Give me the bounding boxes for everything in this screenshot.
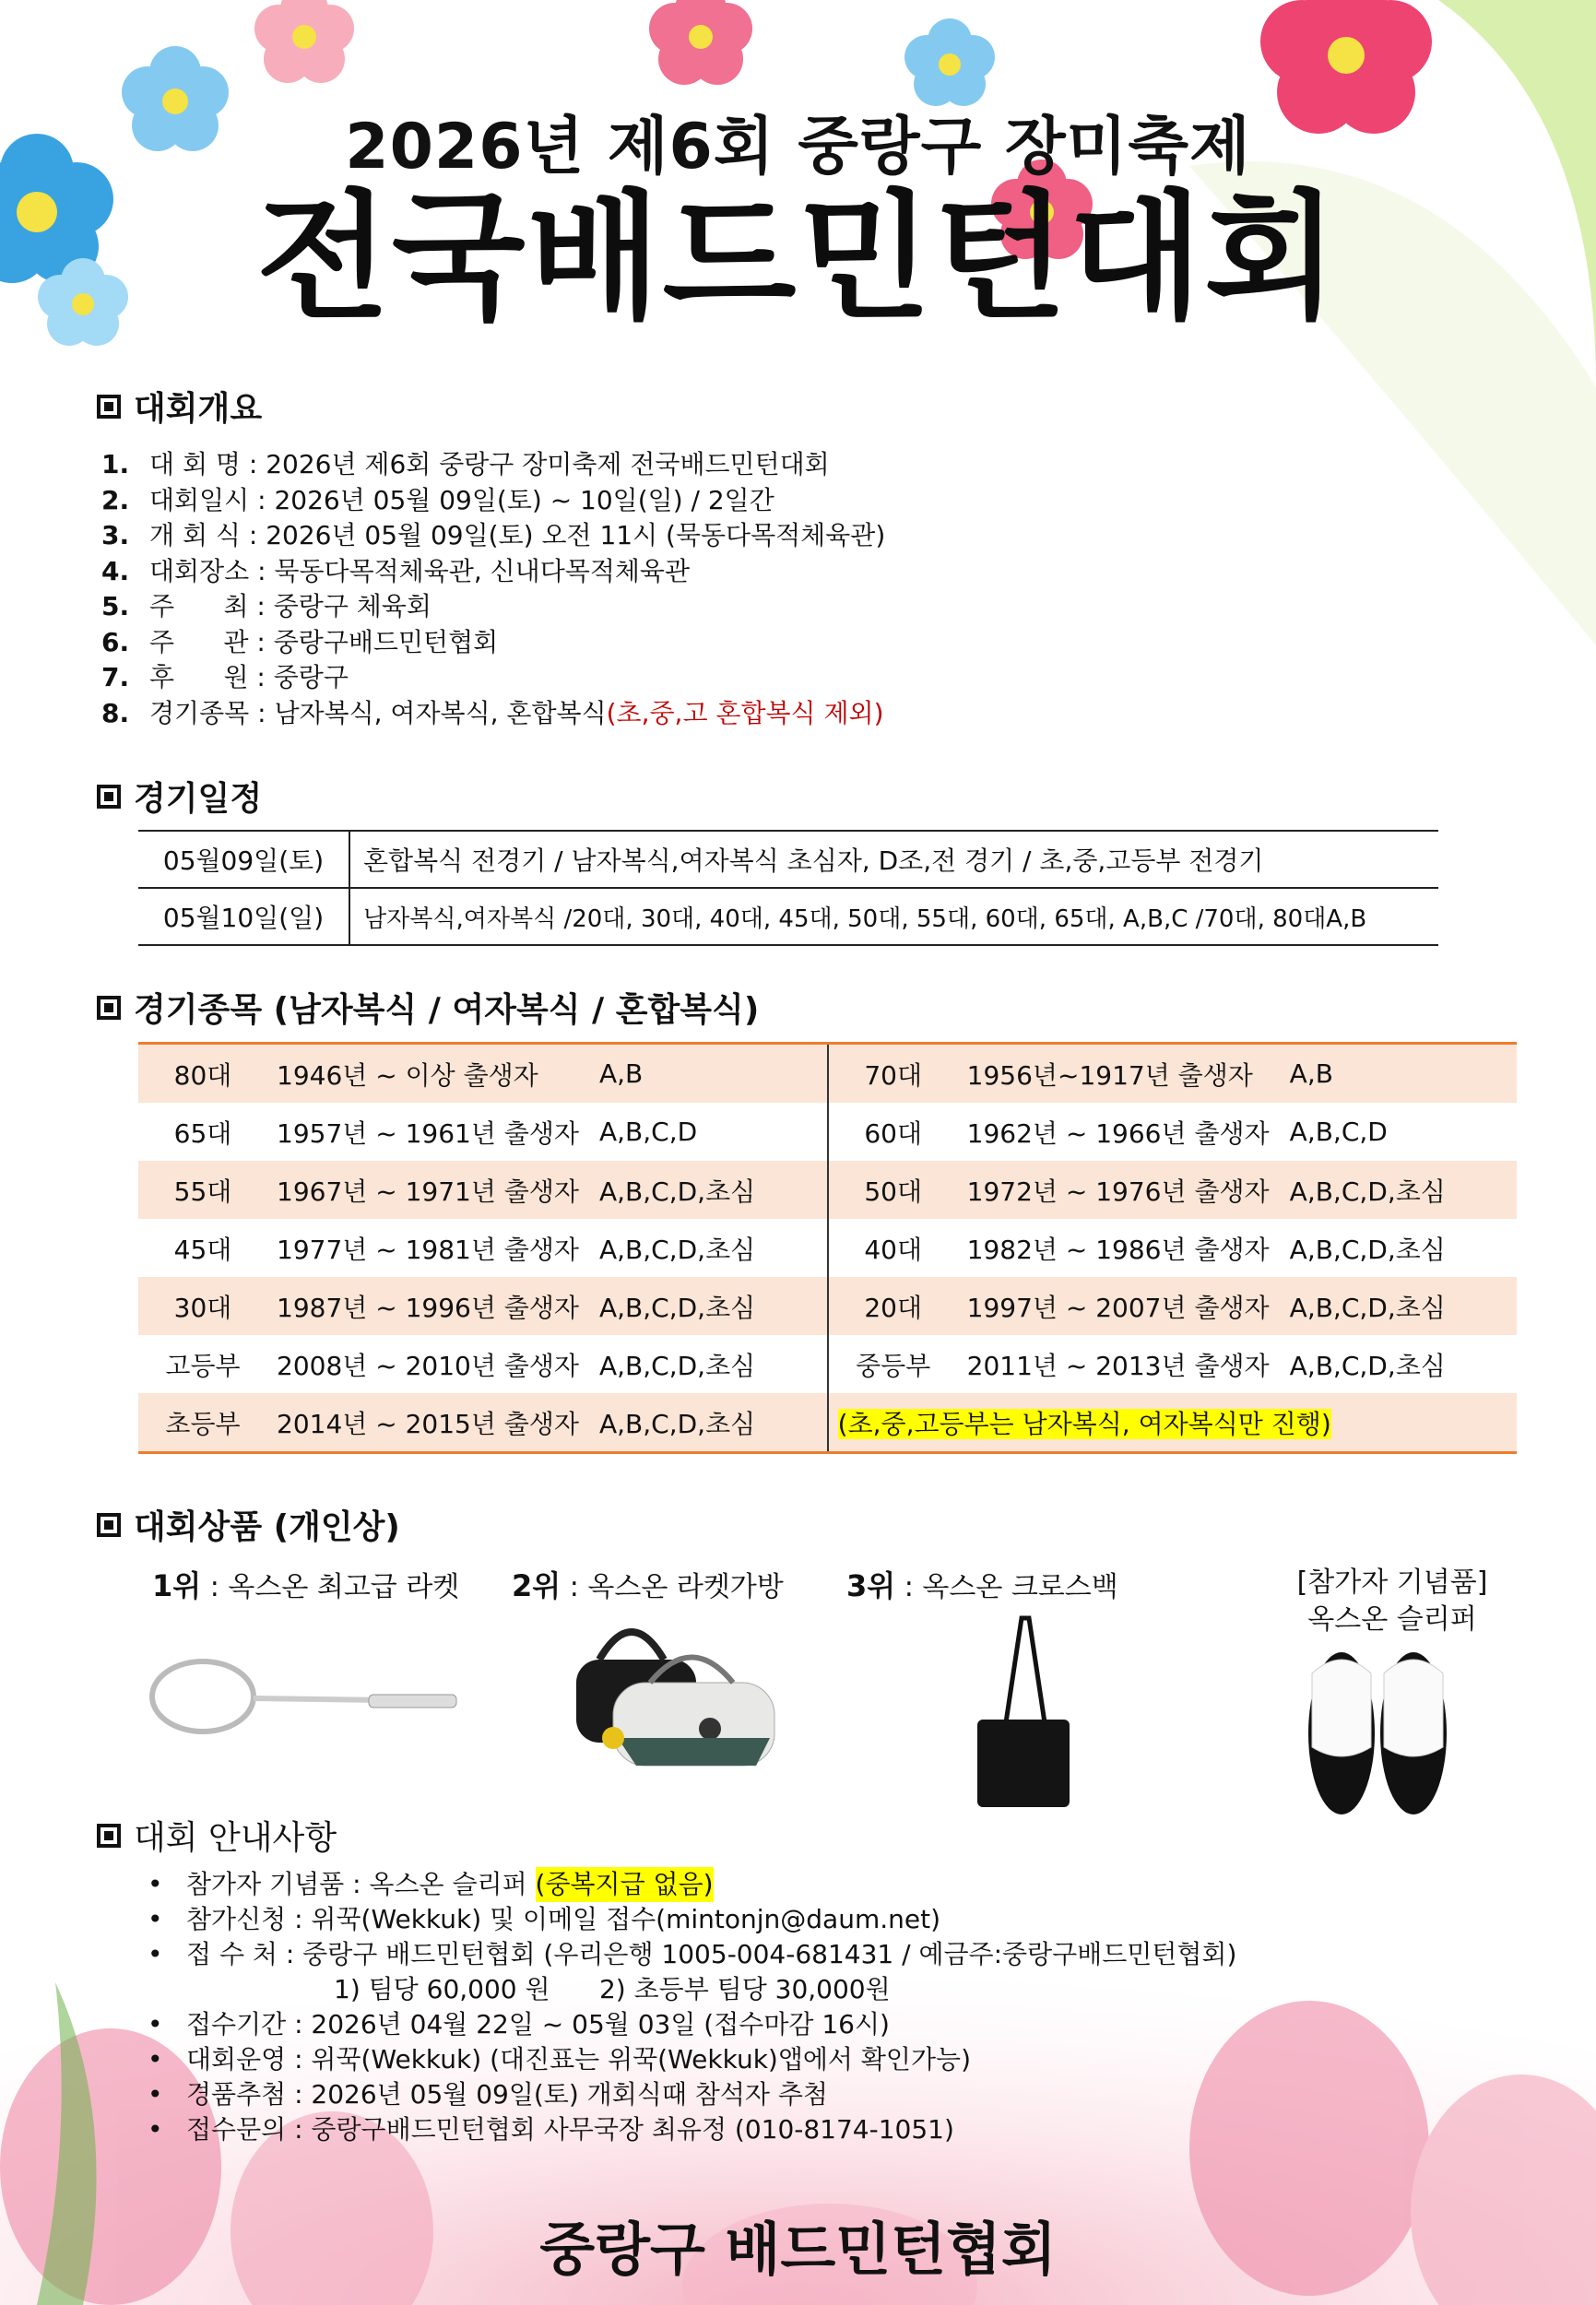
birth-years: 1956년~1917년 출생자 (958, 1044, 1281, 1104)
age-group: 45대 (173, 1234, 232, 1265)
notice-text: 접수문의 : 중랑구배드민턴협회 사무국장 최유정 (010-8174-1051) (186, 2114, 954, 2145)
birth-years: 1967년 ~ 1971년 출생자 (267, 1161, 590, 1219)
notice-list (148, 1867, 1236, 2147)
birth-years: 1962년 ~ 1966년 출생자 (966, 1117, 1270, 1149)
age-group: 65대 (173, 1117, 232, 1149)
item-label: 경기종목 (149, 697, 250, 728)
birth-years: 1982년 ~ 1986년 출생자 (966, 1234, 1270, 1265)
notice-text: 대회운영 : 위꾹(Wekkuk) (대진표는 위꾹(Wekkuk)앱에서 확인가능) (186, 2044, 971, 2074)
bullet-icon: • (148, 2009, 163, 2039)
age-group: 20대 (828, 1277, 958, 1335)
prize-second (512, 1563, 784, 1605)
bullet-icon: • (148, 2044, 163, 2074)
square-bullet-icon (97, 395, 121, 419)
item-value: 중랑구 체육회 (273, 591, 432, 621)
square-bullet-icon (97, 1513, 121, 1537)
birth-years: 1972년 ~ 1976년 출생자 (958, 1161, 1281, 1219)
bullet-icon: • (148, 1869, 163, 1899)
birth-years: 1977년 ~ 1981년 출생자 (277, 1234, 579, 1265)
item-value: 2026년 제6회 중랑구 장미축제 전국배드민턴대회 (266, 449, 830, 479)
category-table (138, 1042, 1517, 1454)
grades: A,B (1281, 1044, 1517, 1104)
birth-years: 2011년 ~ 2013년 출생자 (966, 1350, 1270, 1381)
section-heading-label: 대회개요 (134, 390, 263, 428)
age-group: 고등부 (165, 1350, 241, 1381)
age-group: 55대 (138, 1161, 267, 1219)
table-row (138, 1161, 1517, 1219)
grades: A,B,C,D,초심 (590, 1335, 828, 1393)
prize-item: : 옥스온 라켓가방 (561, 1571, 784, 1603)
youth-note: (초,중,고등부는 남자복식, 여자복식만 진행) (837, 1408, 1331, 1439)
grades: A,B,C,D,초심 (590, 1277, 828, 1335)
prize-item: : 옥스온 크로스백 (895, 1571, 1118, 1603)
table-row (138, 1219, 1517, 1277)
table-row (138, 831, 1438, 888)
age-group: 60대 (864, 1117, 923, 1149)
item-value: 2026년 05월 09일(토) ~ 10일(일) / 2일간 (274, 484, 774, 515)
item-colon: : (249, 697, 275, 728)
souvenir-item: 옥스온 슬리퍼 (1307, 1603, 1477, 1636)
event-title: 전국배드민턴대회 (255, 178, 1341, 338)
prize-rank: 1위 (152, 1568, 202, 1603)
item-colon: : (240, 520, 266, 550)
list-item (148, 1937, 1236, 1972)
list-item (101, 554, 885, 590)
bullet-icon: • (148, 1939, 163, 1969)
age-group: 80대 (138, 1044, 267, 1104)
schedule-date: 05월09일(토) (138, 831, 349, 888)
grades: A,B,C,D,초심 (1289, 1234, 1446, 1265)
item-number: 8. (101, 697, 130, 728)
prize-item: : 옥스온 최고급 라켓 (201, 1571, 460, 1603)
list-item (148, 2007, 1236, 2042)
section-heading-label: 대회 안내사항 (134, 1819, 337, 1857)
age-group: 초등부 (138, 1393, 267, 1453)
age-group: 30대 (138, 1277, 267, 1335)
age-group: 50대 (828, 1161, 958, 1219)
grades: A,B,C,D,초심 (590, 1161, 828, 1219)
youth-note-cell (828, 1393, 1517, 1453)
item-number: 4. (101, 555, 130, 586)
item-colon: : (249, 484, 275, 515)
list-item (148, 1902, 1236, 1937)
section-heading-prizes (97, 1501, 400, 1548)
schedule-desc: 혼합복식 전경기 / 남자복식,여자복식 초심자, D조,전 경기 / 초,중,고등부 전경기 (349, 831, 1438, 888)
list-item (148, 2112, 1236, 2147)
list-item (148, 1972, 1236, 2007)
list-item (101, 447, 885, 483)
table-row (138, 1335, 1517, 1393)
item-colon: : (248, 626, 274, 657)
list-item (148, 2077, 1236, 2112)
crossbody-bag-icon (968, 1609, 1079, 1812)
item-number: 6. (101, 626, 130, 657)
notice-text: 1) 팀당 60,000 원 2) 초등부 팀당 30,000원 (334, 1974, 891, 2004)
overview-list (101, 447, 885, 731)
schedule-date: 05월10일(일) (138, 888, 349, 945)
souvenir-label: [참가자 기념품] (1296, 1566, 1488, 1599)
table-row (138, 1044, 1517, 1104)
item-colon: : (249, 555, 275, 586)
slipper-icon (1305, 1646, 1452, 1821)
section-heading-overview (97, 383, 262, 430)
item-label: 주 관 (149, 626, 249, 657)
organizer-footer: 중랑구 배드민턴협회 (539, 2216, 1057, 2283)
list-item (101, 483, 885, 519)
birth-years: 2008년 ~ 2010년 출생자 (277, 1350, 579, 1381)
birth-years: 1946년 ~ 이상 출생자 (267, 1044, 590, 1104)
item-value: 중랑구 (273, 662, 349, 692)
item-label: 후 원 (149, 662, 249, 692)
grades: A,B,C,D,초심 (1281, 1277, 1517, 1335)
event-subtitle: 2026년 제6회 중랑구 장미축제 (345, 111, 1251, 183)
item-colon: : (240, 449, 266, 479)
square-bullet-icon (97, 1824, 121, 1848)
notice-text: 참가자 기념품 : 옥스온 슬리퍼 (186, 1869, 536, 1899)
grades: A,B,C,D,초심 (590, 1219, 828, 1277)
item-value: 2026년 05월 09일(토) 오전 11시 (묵동다목적체육관) (266, 520, 886, 550)
item-label: 개 회 식 (149, 520, 241, 550)
prize-rank: 2위 (512, 1568, 562, 1603)
bullet-icon: • (148, 1904, 163, 1934)
square-bullet-icon (97, 996, 121, 1020)
birth-years: 1957년 ~ 1961년 출생자 (277, 1117, 579, 1149)
list-item (148, 1867, 1236, 1902)
section-heading-label: 경기종목 (남자복식 / 여자복식 / 혼합복식) (134, 991, 760, 1029)
bullet-icon: • (148, 2114, 163, 2145)
schedule-desc: 남자복식,여자복식 /20대, 30대, 40대, 45대, 50대, 55대, 60대, 65대, A,B,C /70대, 80대A,B (349, 888, 1438, 945)
item-number: 1. (101, 449, 130, 479)
item-number: 7. (101, 662, 130, 692)
section-heading-label: 경기일정 (134, 780, 263, 818)
item-value: 남자복식, 여자복식, 혼합복식 (274, 697, 607, 728)
table-row (138, 1393, 1517, 1453)
bullet-icon: • (148, 2079, 163, 2110)
item-value: 중랑구배드민턴협회 (273, 626, 499, 657)
age-group: 중등부 (856, 1350, 931, 1381)
souvenir (1263, 1565, 1521, 1638)
list-item (101, 696, 885, 732)
prize-third (846, 1563, 1118, 1605)
section-heading-categories (97, 984, 759, 1031)
notice-text: 경품추첨 : 2026년 05월 09일(토) 개회식때 참석자 추첨 (186, 2079, 828, 2110)
table-row (138, 1277, 1517, 1335)
item-colon: : (248, 662, 274, 692)
age-group: 70대 (828, 1044, 958, 1104)
table-row (138, 1103, 1517, 1161)
item-value: 묵동다목적체육관, 신내다목적체육관 (274, 555, 691, 586)
list-item (101, 518, 885, 554)
racket-bag-icon (572, 1609, 784, 1775)
section-heading-notice (97, 1812, 337, 1859)
item-label: 대회일시 (149, 484, 250, 515)
table-row (138, 888, 1438, 945)
grades: A,B,C,D,초심 (1289, 1350, 1446, 1381)
square-bullet-icon (97, 785, 121, 809)
grades: A,B,C,D (1289, 1117, 1388, 1147)
list-item (101, 589, 885, 625)
section-heading-schedule (97, 773, 262, 820)
notice-text: 참가신청 : 위꾹(Wekkuk) 및 이메일 접수(mintonjn@daum.net) (186, 1904, 940, 1934)
list-item (148, 2042, 1236, 2077)
prize-first (152, 1563, 459, 1605)
list-item (101, 660, 885, 696)
birth-years: 1987년 ~ 1996년 출생자 (267, 1277, 590, 1335)
item-label: 주 최 (149, 591, 249, 621)
schedule-table (138, 830, 1438, 946)
grades: A,B (590, 1044, 828, 1104)
notice-highlight: (중복지급 없음) (536, 1867, 714, 1902)
item-note: (초,중,고 혼합복식 제외) (606, 697, 884, 728)
racket-icon (148, 1650, 470, 1752)
section-heading-label: 대회상품 (개인상) (134, 1508, 400, 1546)
item-label: 대 회 명 (149, 449, 241, 479)
item-number: 2. (101, 484, 130, 515)
item-number: 3. (101, 520, 130, 550)
grades: A,B,C,D,초심 (1281, 1161, 1517, 1219)
birth-years: 1997년 ~ 2007년 출생자 (958, 1277, 1281, 1335)
grades: A,B,C,D,초심 (590, 1393, 828, 1453)
prize-rank: 3위 (846, 1568, 896, 1603)
grades: A,B,C,D (590, 1103, 828, 1161)
item-number: 5. (101, 591, 130, 621)
birth-years: 2014년 ~ 2015년 출생자 (267, 1393, 590, 1453)
item-colon: : (248, 591, 274, 621)
notice-text: 접 수 처 : 중랑구 배드민턴협회 (우리은행 1005-004-681431 / 예금주:중랑구배드민턴협회) (186, 1939, 1237, 1969)
age-group: 40대 (864, 1234, 923, 1265)
list-item (101, 625, 885, 661)
notice-text: 접수기간 : 2026년 04월 22일 ~ 05월 03일 (접수마감 16시) (186, 2009, 890, 2039)
item-label: 대회장소 (149, 555, 250, 586)
